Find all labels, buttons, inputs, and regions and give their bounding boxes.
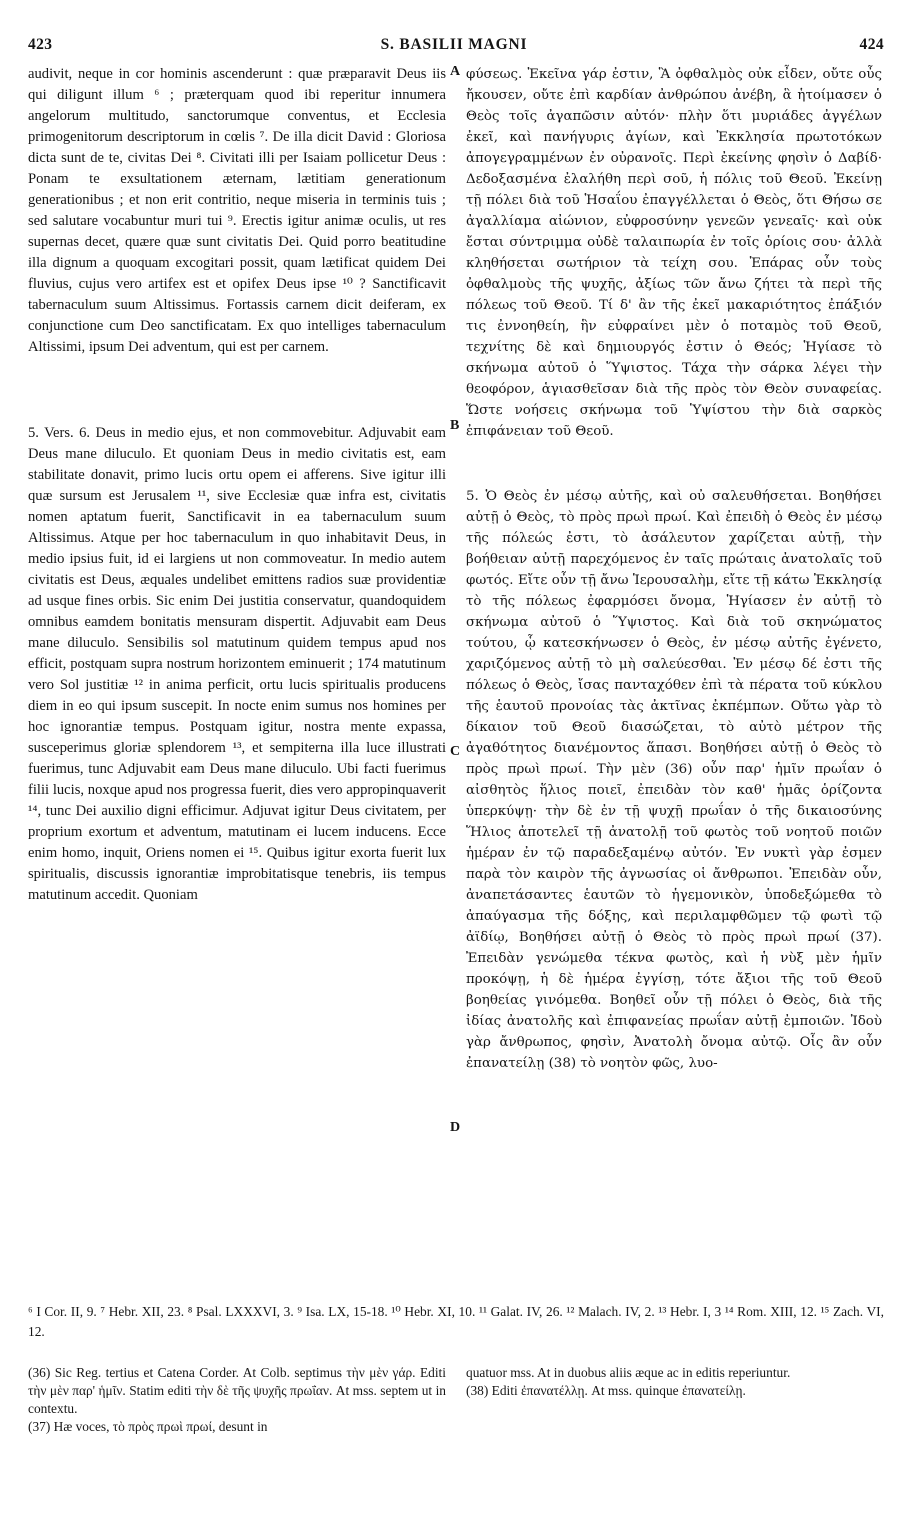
footnote-references: ⁶ I Cor. II, 9. ⁷ Hebr. XII, 23. ⁸ Psal. LXXXVI, 3. ⁹ Isa. LX, 15-18. ¹⁰ Hebr. XI, 10. ¹¹ Galat. IV, 26. ¹² Malach. IV, 2. ¹³ Hebr. I, 3 ¹⁴ Rom. XIII, 12. ¹⁵ Zach. VI, 12.: [28, 1304, 884, 1339]
latin-paragraph: 5. Vers. 6. Deus in medio ejus, et non commovebitur. Adjuvabit eam Deus mane diluculo. Et quoniam Deus in medio civitatis est, eam stabilitate donavit, primo lucis ortu opem ei afferens. Sive igitur illi quæ sursum est Jerusalem ¹¹, sive Ecclesiæ quæ infra est, civitatis nomen aptatum fuerit, Sanctificavit in ea tabernaculum suum Altissimus. Atque per hoc tabernaculum in quo inhabitavit Deus, in medio ipsius fuit, id ei largiens ut non commoveatur. In medio autem civitatis est Deus, æquales undelibet emittens radios suæ providentiæ ad usque fines orbis. Sic enim Dei justitia conservatur, quandoquidem omnibus eamdem bonitatis mensuram dispertit. Adjuvabit eam Deus mane diluculo. Sensibilis sol matutinum quidem tempus apud nos efficit, postquam supra nostrum horizontem eminuerit ; 174 matutinum vero Sol justitiæ ¹² in anima perficit, ortu lucis spiritualis producens diem in eo qui ipsum suscepit. In nocte enim sumus nos homines per hoc ignorantiæ tempus. Postquam igitur, nostra mente expassa, susceperimus gloriæ splendorem ¹³, et sempiterna illa luce illustrati fuerimus, tunc Adjuvabit eam Deus mane diluculo. Ubi facti fuerimus filii lucis, noxque apud nos progressa fuerit, dies vero appropinquaverit ¹⁴, tunc Dei auxilio digni efficimur. Adjuvat igitur Deus civitatem, per proprium exortum et adventum, matutinam ei lucem inducens. Ecce enim homo, inquit, Oriens nomen ei ¹⁵. Quibus igitur exorta fuerit lux spiritualis, discussis ignorantiæ improbitatisque tenebris, iis tempus matutinum accedit. Quoniam: [28, 425, 446, 903]
greek-paragraph: 5. Ὁ Θεὸς ἐν μέσῳ αὐτῆς, καὶ οὐ σαλευθήσεται. Βοηθήσει αὐτῇ ὁ Θεὸς, τὸ πρὸς πρωὶ πρωί. Καὶ ἐπειδὴ ὁ Θεὸς ἐν μέσῳ τῆς πόλεώς ἐστι, τὸ ἀσάλευτον χαρίζεται αὐτῇ, τὴν βοήθειαν αὐτῇ παρεχόμενος ἐν ταῖς πρώταις ἀνατολαῖς τοῦ φωτός. Εἴτε οὖν τῇ ἄνω Ἱερουσαλὴμ, εἴτε τῇ κάτω Ἐκκλησίᾳ τὸ τῆς πόλεως ἐφαρμόσει ὄνομα, Ἡγίασεν ἐν αὐτῇ τὸ σκήνωμα αὐτοῦ ὁ Ὕψιστος. Καὶ διὰ τοῦ σκηνώματος τούτου, ᾧ κατεσκήνωσεν ὁ Θεὸς, ἐν μέσῳ αὐτῆς ἐγένετο, χαριζόμενος αὐτῇ τὸ μὴ σαλεύεσθαι. Ἐν μέσῳ δέ ἐστι τῆς πόλεως ὁ Θεὸς, ἴσας πανταχόθεν ἐπὶ τὰ πέρατα τοῦ κύκλου τῆς ἑαυτοῦ προνοίας τὰς ἀκτῖνας ἐκπέμπων. Οὕτω γὰρ τὸ δίκαιον τοῦ Θεοῦ διασώζεται, τὸ αὐτὸ μέτρον τῆς ἀγαθότητος διανέμοντος ἅπασι. Βοηθήσει αὐτῇ ὁ Θεὸς τὸ πρὸς πρωὶ πρωί. Τὴν μὲν (36) οὖν παρ' ἡμῖν πρωΐαν ὁ αἰσθητὸς ἥλιος ποιεῖ, ἐπειδὰν τὸν καθ' ἡμᾶς ὁρίζοντα ὑπερκύψῃ· τὴν δὲ ἐν τῇ ψυχῇ πρωΐαν ὁ τῆς δικαιοσύνης Ἥλιος ἀποτελεῖ τῇ ἀνατολῇ τοῦ φωτὸς τοῦ νοητοῦ ποιῶν ἡμέραν ἐν τῷ παραδεξαμένῳ αὐτόν. Ἐν νυκτὶ γὰρ ἐσμεν παρὰ τὸν καιρὸν τῆς ἀγνωσίας οἱ ἄνθρωποι. Ἐπειδὰν οὖν, ἀναπετάσαντες ἑαυτῶν τὸ ἡγεμονικὸν, ὑποδεξώμεθα τὸ ἀπαύγασμα τῆς δόξης, καὶ περιλαμφθῶμεν τῷ φωτὶ τῷ ἀϊδίῳ, Βοηθήσει αὐτῇ ὁ Θεὸς τὸ πρὸς πρωὶ πρωί (37). Ἐπειδὰν γενώμεθα τέκνα φωτὸς, καὶ ἡ νὺξ μὲν ἡμῖν προκόψῃ, ἡ δὲ ἡμέρα ἐγγίσῃ, τότε ἄξιοι τῆς τοῦ Θεοῦ βοηθείας γινόμεθα. Βοηθεῖ οὖν τῇ πόλει ὁ Θεὸς, διὰ τῆς ἰδίας ἀνατολῆς καὶ ἐπιφανείας πρωΐαν αὐτῇ ἐμποιῶν. Ἰδοὺ γὰρ ἄνθρωπος, φησὶν, Ἀνατολὴ ὄνομα αὐτῷ. Οἷς ἂν οὖν ἐπανατείλῃ (38) τὸ νοητὸν φῶς, λυο-: [466, 489, 882, 1071]
paragraph-gap: [28, 358, 446, 423]
scripture-footnotes: [28, 1302, 884, 1342]
latin-column: [28, 64, 446, 906]
greek-column: [466, 64, 882, 1074]
critical-note: quatuor mss. At in duobus aliis æque ac in editis reperiuntur.: [466, 1365, 791, 1380]
margin-marker-b: B: [450, 418, 460, 433]
critical-note: (36) Sic Reg. tertius et Catena Corder. At Colb. septimus τὴν μὲν γάρ. Editi τὴν μὲν παρ' ἡμῖν. Statim editi τὴν δὲ τῆς ψυχῆς πρωΐαν. At mss. septem ut in contextu.: [28, 1365, 446, 1416]
running-header: [24, 36, 884, 58]
greek-paragraph: φύσεως. Ἐκεῖνα γάρ ἐστιν, Ἃ ὀφθαλμὸς οὐκ εἶδεν, οὔτε οὖς ἤκουσεν, οὔτε ἐπὶ καρδίαν ἀνθρώπου ἀνέβη, ἃ ἡτοίμασεν ὁ Θεὸς τοῖς ἀγαπῶσιν αὐτόν· πλὴν ὅτι μυριάδες ἀγγέλων ἐκεῖ, καὶ πανήγυρις ἁγίων, καὶ Ἐκκλησία πρωτοτόκων ἀπογεγραμμένων ἐν οὐρανοῖς. Περὶ ἐκείνης φησὶν ὁ Δαβίδ· Δεδοξασμένα ἐλαλήθη περὶ σοῦ, ἡ πόλις τοῦ Θεοῦ. Ἐκείνῃ τῇ πόλει διὰ τοῦ Ἡσαΐου ἐπαγγέλλεται ὁ Θεὸς, ὅτι Θήσω σε ἀγαλλίαμα αἰώνιον, εὐφροσύνην γενεῶν γενεαῖς· καὶ οὐκ ἔσται σύντριμμα οὐδὲ ταλαιπωρία ἐν τοῖς ὁρίοις σου· ἀλλὰ κληθήσεται σωτήριον τὰ τείχη σου. Ἐπάρας οὖν τοὺς ὀφθαλμοὺς τῆς ψυχῆς, ἀξίως τῶν ἄνω ζήτει τὰ περὶ τῆς πόλεως τοῦ Θεοῦ. Τί δ' ἂν τῆς ἐκεῖ μακαριότητος ἐπάξιόν τις ἐννοηθείη, ἣν εὐφραίνει μὲν ὁ ποταμὸς τοῦ Θεοῦ, τεχνίτης δὲ καὶ δημιουργός ἐστιν ὁ Θεός; Ἡγίασε τὸ σκήνωμα αὐτοῦ ὁ Ὕψιστος. Τάχα τὴν σάρκα λέγει τὴν θεοφόρον, ἁγιασθεῖσαν διὰ τῆς πρὸς τὸν Θεὸν συναφείας. Ὥστε νοήσεις σκήνωμα τοῦ Ὑψίστου τὴν διὰ σαρκὸς ἐπιφάνειαν τοῦ Θεοῦ.: [466, 67, 882, 439]
margin-marker-d: D: [450, 1120, 461, 1135]
critical-note: (38) Editi ἐπανατέλλῃ. At mss. quinque ἐπανατείλῃ.: [466, 1383, 746, 1398]
paragraph-gap: [466, 442, 882, 486]
margin-marker-c: C: [450, 744, 461, 759]
page-number-left: 423: [28, 36, 53, 53]
critical-notes-left: [28, 1364, 446, 1436]
margin-marker-a: A: [450, 64, 461, 79]
page-number-right: 424: [859, 36, 884, 53]
latin-paragraph: audivit, neque in cor hominis ascenderunt : quæ præparavit Deus iis qui diligunt illum ⁶ ; præterquam quod ibi reperitur innumera angelorum multitudo, sanctorumque conventus, et Ecclesia primogenitorum descriptorum in cœlis ⁷. De illa dicit David : Gloriosa dicta sunt de te, civitas Dei ⁸. Civitati illi per Isaiam pollicetur Deus : Ponam te exsultationem æternam, lætitiam generationum generationibus ; et non erit contritio, neque miseria in terminis tuis ; sed salutare vocabuntur muri tui ⁹. Erectis igitur animæ oculis, ut res supernas decet, quære quæ sunt civitatis Dei. Quid porro beatitudine illa dignum a quoquam excogitari possit, quam lætificat quidem Dei fluvius, cujus vero artifex est et opifex Deus ipse ¹⁰ ? Sanctificavit tabernaculum suum Altissimus. Fortassis carnem dicit deiferam, ex conjunctione cum Deo sanctificatam. Ex quo intelliges tabernaculum Altissimi, ipsum Dei adventum, qui est per carnem.: [28, 66, 446, 355]
running-title: S. BASILII MAGNI: [380, 36, 528, 53]
critical-note: (37) Hæ voces, τὸ πρὸς πρωὶ πρωί, desunt in: [28, 1419, 268, 1434]
critical-notes-right: [466, 1364, 882, 1400]
